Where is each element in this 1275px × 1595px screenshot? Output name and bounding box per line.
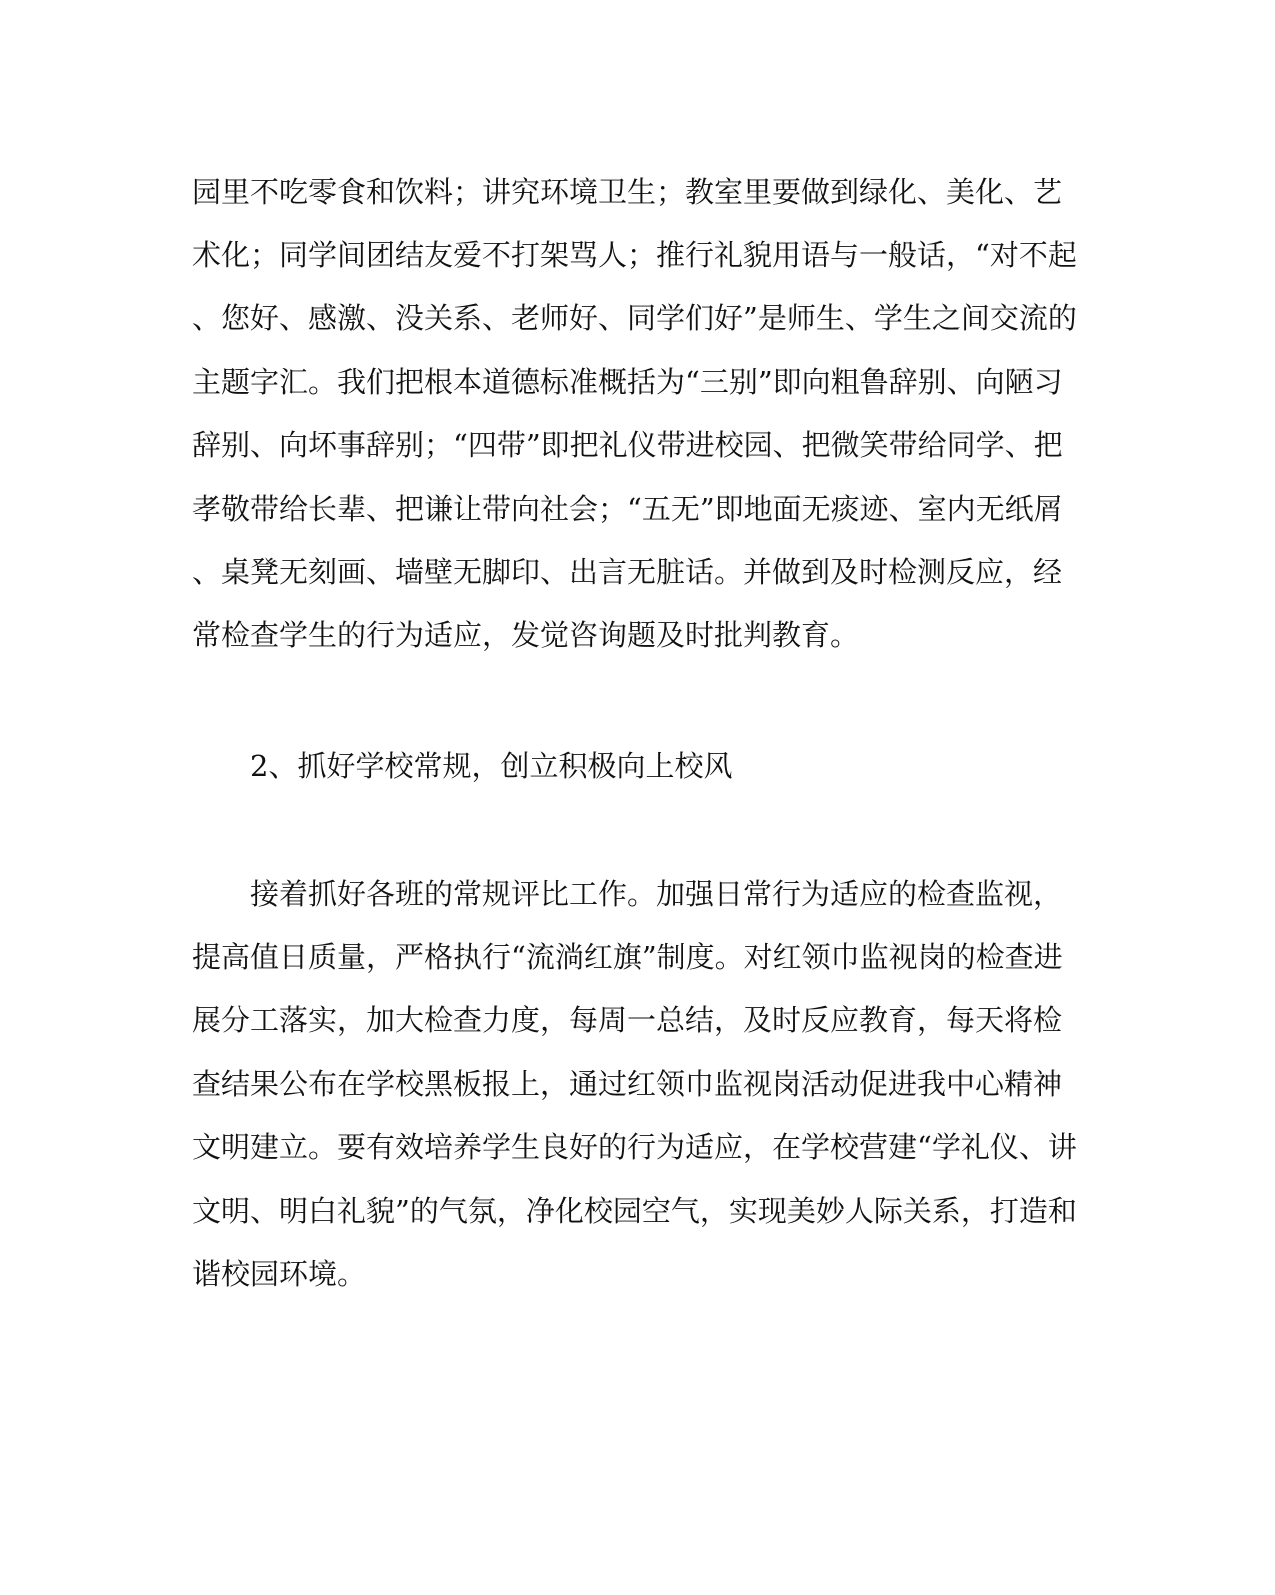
paragraph-line: 园里不吃零食和饮料；讲究环境卫生；教室里要做到绿化、美化、艺 — [192, 175, 1063, 209]
paragraph-line: 展分工落实，加大检查力度，每周一总结，及时反应教育，每天将检 — [192, 1003, 1063, 1037]
paragraph-line: 文明建立。要有效培养学生良好的行为适应，在学校营建“学礼仪、讲 — [192, 1130, 1077, 1164]
paragraph-line: 文明、明白礼貌”的气氛，净化校园空气，实现美妙人际关系，打造和 — [192, 1194, 1077, 1228]
section-heading-text: 2、抓好学校常规，创立积极向上校风 — [250, 749, 733, 783]
paragraph-line: 常检查学生的行为适应，发觉咨询题及时批判教育。 — [192, 618, 860, 652]
paragraph-line: 查结果公布在学校黑板报上，通过红领巾监视岗活动促进我中心精神 — [192, 1067, 1063, 1101]
paragraph-line: 术化；同学间团结友爱不打架骂人；推行礼貌用语与一般话，“对不起 — [192, 238, 1077, 272]
paragraph-line: 孝敬带给长辈、把谦让带向社会；“五无”即地面无痰迹、室内无纸屑 — [192, 492, 1063, 526]
paragraph-line: 辞别、向坏事辞别；“四带”即把礼仪带进校园、把微笑带给同学、把 — [192, 428, 1063, 462]
paragraph-line: 主题字汇。我们把根本道德标准概括为“三别”即向粗鲁辞别、向陋习 — [192, 365, 1063, 399]
paragraph-line: 提高值日质量，严格执行“流淌红旗”制度。对红领巾监视岗的检查进 — [192, 940, 1063, 974]
paragraph-line: 接着抓好各班的常规评比工作。加强日常行为适应的检查监视， — [250, 877, 1063, 911]
paragraph-line: 、您好、感激、没关系、老师好、同学们好”是师生、学生之间交流的 — [192, 301, 1077, 335]
paragraph-line: 谐校园环境。 — [192, 1257, 367, 1291]
paragraph-line: 、桌凳无刻画、墙壁无脚印、出言无脏话。并做到及时检测反应，经 — [192, 555, 1063, 589]
